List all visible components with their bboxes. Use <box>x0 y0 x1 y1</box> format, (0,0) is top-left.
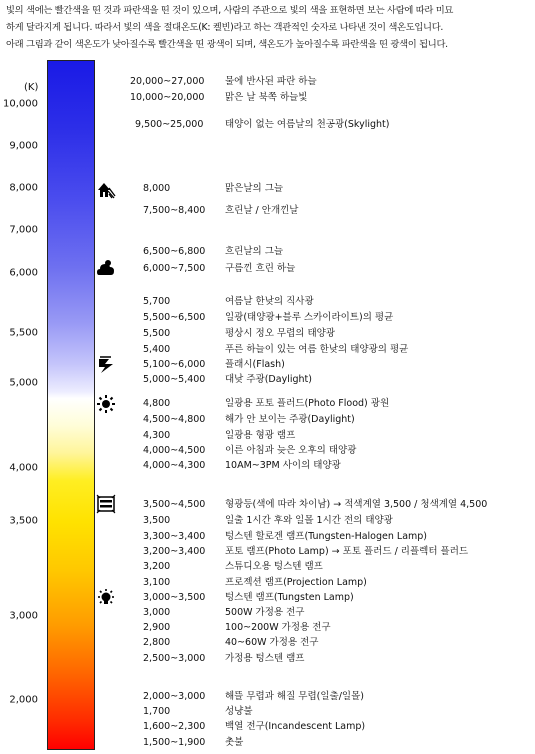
house-shade-icon <box>96 180 116 200</box>
range-label: 3,500 <box>143 515 171 526</box>
range-label: 6,000~7,500 <box>143 263 206 274</box>
light-source-label: 40~60W 가정용 전구 <box>225 637 319 648</box>
light-source-label: 10AM~3PM 사이의 태양광 <box>225 460 341 471</box>
light-source-label: 촛불 <box>225 737 244 748</box>
intro-line-2: 하게 달라지게 됩니다. 따라서 빛의 색을 절대온도(K: 켈빈)라고 하는 객관적인 숫자로 나타낸 것이 색온도입니다. <box>6 22 444 33</box>
light-source-label: 흐린날 / 안개낀날 <box>225 205 299 216</box>
range-label: 5,000~5,400 <box>143 374 206 385</box>
scale-tick: 10,000 <box>3 98 38 110</box>
range-label: 5,500~6,500 <box>143 312 206 323</box>
scale-tick: 7,000 <box>9 224 38 236</box>
range-label: 5,400 <box>143 344 171 355</box>
light-source-label: 성냥불 <box>225 706 253 717</box>
light-source-label: 프로젝션 램프(Projection Lamp) <box>225 577 367 588</box>
intro-line-3: 아래 그림과 같이 색온도가 낮아질수록 빨간색을 띤 광색이 되며, 색온도가 높아질수록 파란색을 띤 광색이 됩니다. <box>6 39 448 50</box>
range-label: 4,000~4,300 <box>143 460 206 471</box>
range-label: 5,100~6,000 <box>143 359 206 370</box>
range-label: 2,500~3,000 <box>143 653 206 664</box>
range-label: 4,000~4,500 <box>143 445 206 456</box>
range-label: 9,500~25,000 <box>135 119 204 130</box>
light-source-label: 500W 가정용 전구 <box>225 607 305 618</box>
scale-tick: 8,000 <box>9 182 38 194</box>
bulb-icon <box>96 588 116 608</box>
range-label: 4,800 <box>143 398 171 409</box>
range-label: 2,800 <box>143 637 171 648</box>
scale-tick: 6,000 <box>9 267 38 279</box>
light-source-label: 가정용 텅스텐 램프 <box>225 653 305 664</box>
light-source-label: 푸른 하늘이 있는 여름 한낮의 태양광의 평균 <box>225 344 409 355</box>
range-label: 1,600~2,300 <box>143 721 206 732</box>
range-label: 2,000~3,000 <box>143 691 206 702</box>
light-source-label: 물에 반사된 파란 하늘 <box>225 76 317 87</box>
sun-icon <box>96 394 116 414</box>
unit-label: (K) <box>24 82 39 93</box>
range-label: 6,500~6,800 <box>143 246 206 257</box>
light-source-label: 일광용 포토 플러드(Photo Flood) 광원 <box>225 398 390 409</box>
light-source-label: 흐린날의 그늘 <box>225 246 284 257</box>
light-source-label: 백열 전구(Incandescent Lamp) <box>225 721 366 732</box>
light-source-label: 맑은 날 북쪽 하늘빛 <box>225 92 308 103</box>
scale-tick: 3,500 <box>9 515 38 527</box>
range-label: 3,000~3,500 <box>143 592 206 603</box>
range-label: 3,100 <box>143 577 171 588</box>
intro-line-1: 빛의 색에는 빨간색을 띤 것과 파란색을 띤 것이 있으며, 사람의 주관으로 빛의 색을 표현하면 보는 사람에 따라 미묘 <box>6 5 454 16</box>
range-label: 5,500 <box>143 328 171 339</box>
intro-text <box>6 2 531 53</box>
light-source-label: 텅스텐 램프(Tungsten Lamp) <box>225 592 354 603</box>
range-label: 3,500~4,500 <box>143 499 206 510</box>
light-source-label: 일광용 형광 램프 <box>225 430 296 441</box>
range-label: 2,900 <box>143 622 171 633</box>
light-source-label: 100~200W 가정용 전구 <box>225 622 331 633</box>
range-label: 10,000~20,000 <box>130 92 205 103</box>
scale-tick: 2,000 <box>9 694 38 706</box>
light-source-label: 여름날 한낮의 직사광 <box>225 296 314 307</box>
range-label: 20,000~27,000 <box>130 76 205 87</box>
light-source-label: 형광등(색에 따라 차이남) → 적색계열 3,500 / 청색계열 4,500 <box>225 499 488 510</box>
light-source-label: 해가 안 보이는 주광(Daylight) <box>225 414 355 425</box>
light-source-label: 해뜰 무렵과 해질 무렵(일출/일몰) <box>225 691 364 702</box>
flash-icon <box>97 355 117 375</box>
scale-tick: 5,500 <box>9 327 38 339</box>
range-label: 3,000 <box>143 607 171 618</box>
scale-tick: 9,000 <box>9 140 38 152</box>
light-source-label: 대낮 주광(Daylight) <box>225 374 312 385</box>
scale-tick: 5,000 <box>9 377 38 389</box>
light-source-label: 구름낀 흐린 하늘 <box>225 263 296 274</box>
range-label: 3,300~3,400 <box>143 531 206 542</box>
range-label: 8,000 <box>143 183 171 194</box>
range-label: 1,500~1,900 <box>143 737 206 748</box>
color-temperature-gradient-bar <box>47 60 95 750</box>
light-source-label: 플래시(Flash) <box>225 359 285 370</box>
scale-tick: 3,000 <box>9 610 38 622</box>
range-label: 3,200~3,400 <box>143 546 206 557</box>
scale-tick: 4,000 <box>9 462 38 474</box>
range-label: 1,700 <box>143 706 171 717</box>
cloud-icon <box>96 258 116 278</box>
range-label: 7,500~8,400 <box>143 205 206 216</box>
light-source-label: 포토 램프(Photo Lamp) → 포토 플러드 / 리플렉터 플러드 <box>225 546 469 557</box>
light-source-label: 이른 아침과 늦은 오후의 태양광 <box>225 445 357 456</box>
light-source-label: 텅스텐 할로겐 램프(Tungsten-Halogen Lamp) <box>225 531 428 542</box>
light-source-label: 태양이 없는 여름날의 천공광(Skylight) <box>225 119 390 130</box>
light-source-label: 일출 1시간 후와 일몰 1시간 전의 태양광 <box>225 515 393 526</box>
light-source-label: 스튜디오용 텅스텐 램프 <box>225 561 323 572</box>
range-label: 4,300 <box>143 430 171 441</box>
light-source-label: 평상시 정오 무렵의 태양광 <box>225 328 336 339</box>
light-source-label: 일광(태양광+블루 스카이라이트)의 평균 <box>225 312 394 323</box>
range-label: 4,500~4,800 <box>143 414 206 425</box>
fluorescent-icon <box>96 494 116 514</box>
light-source-label: 맑은날의 그늘 <box>225 183 284 194</box>
range-label: 5,700 <box>143 296 171 307</box>
range-label: 3,200 <box>143 561 171 572</box>
